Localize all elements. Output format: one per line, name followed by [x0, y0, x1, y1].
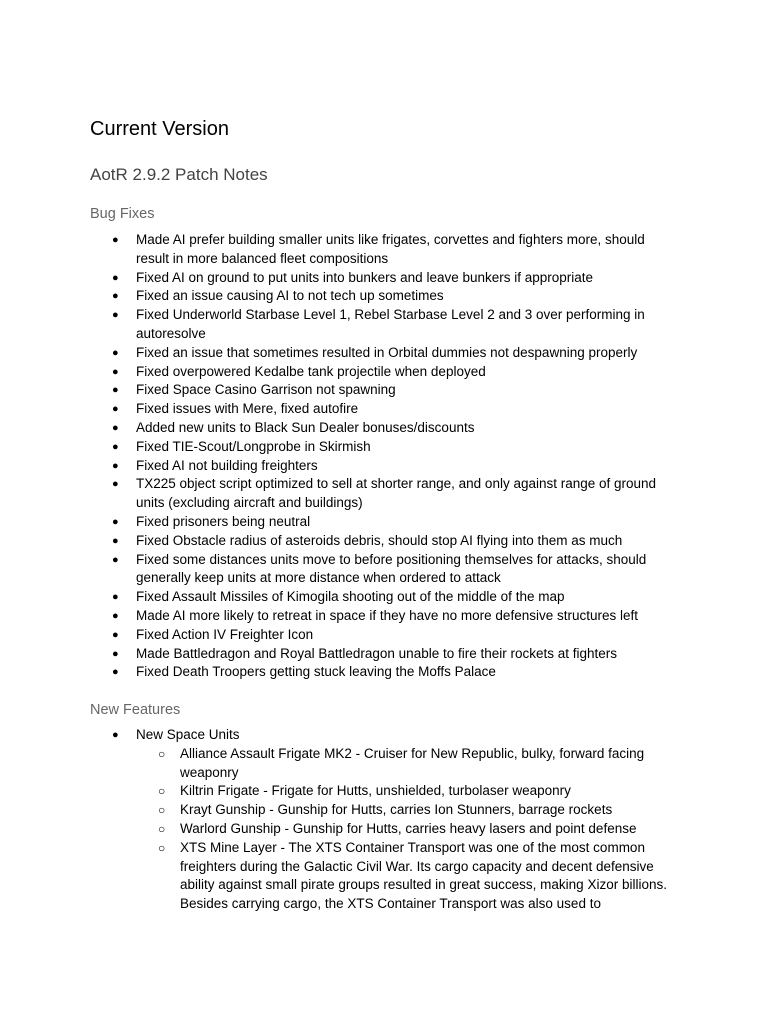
- list-item: [90, 381, 680, 400]
- list-item-text: Made AI more likely to retreat in space if they have no more defensive structures left: [136, 607, 638, 623]
- sub-bullet-icon: ○: [158, 746, 166, 761]
- bullet-icon: ●: [112, 534, 119, 547]
- sub-bullet-icon: ○: [158, 821, 166, 836]
- list-item-text: Fixed AI not building freighters: [136, 457, 318, 473]
- list-item: [90, 457, 680, 476]
- list-item-text: Fixed AI on ground to put units into bunkers and leave bunkers if appropriate: [136, 269, 594, 285]
- list-item-text: Fixed Space Casino Garrison not spawning: [136, 382, 396, 398]
- list-item: [90, 400, 680, 419]
- list-item-text: Fixed prisoners being neutral: [136, 513, 311, 529]
- sub-list-item: [136, 801, 676, 820]
- new-features-list: [90, 726, 680, 914]
- list-item-text: Fixed an issue causing AI to not tech up sometimes: [136, 288, 444, 304]
- sub-list-item-text: XTS Mine Layer - The XTS Container Transport was one of the most common freighters during the Galactic Civil War. Its cargo capacity and decent defensive ability against small pirate groups resulted in great success, making Xizor billions. Besides carrying cargo, the XTS Container Transport was also used to: [180, 839, 667, 912]
- bullet-icon: ●: [112, 647, 119, 660]
- sub-list-item: [136, 745, 676, 783]
- list-item: [90, 663, 680, 682]
- bullet-icon: ●: [112, 403, 119, 416]
- sub-list-item: [136, 820, 676, 839]
- list-item: [90, 645, 680, 664]
- sub-list-item-text: Krayt Gunship - Gunship for Hutts, carries Ion Stunners, barrage rockets: [180, 802, 613, 818]
- list-item-text: Fixed overpowered Kedalbe tank projectile when deployed: [136, 363, 486, 379]
- bug-fixes-list: [90, 231, 680, 682]
- list-item: [90, 726, 680, 914]
- list-item: [90, 588, 680, 607]
- list-item: [90, 607, 680, 626]
- list-item: [90, 438, 680, 457]
- list-item: [90, 551, 680, 589]
- sub-list-item-text: Warlord Gunship - Gunship for Hutts, carries heavy lasers and point defense: [180, 820, 637, 836]
- list-item: [90, 475, 680, 513]
- bullet-icon: ●: [112, 729, 119, 741]
- bullet-icon: ●: [112, 421, 119, 434]
- list-item-text: Fixed some distances units move to before positioning themselves for attacks, should generally keep units at more distance when ordered to attack: [136, 551, 647, 586]
- bug-fixes-heading: Bug Fixes: [90, 206, 155, 222]
- bullet-icon: ●: [112, 290, 119, 303]
- list-item-text: Fixed Assault Missiles of Kimogila shooting out of the middle of the map: [136, 589, 565, 605]
- sub-list-item-text: Alliance Assault Frigate MK2 - Cruiser for New Republic, bulky, forward facing weaponry: [180, 745, 645, 780]
- sub-list: [136, 745, 676, 914]
- bullet-icon: ●: [112, 459, 119, 472]
- list-item: [90, 287, 680, 306]
- list-item-text: Made AI prefer building smaller units like frigates, corvettes and fighters more, should result in more balanced fleet compositions: [136, 232, 645, 266]
- bullet-icon: ●: [112, 666, 119, 679]
- sub-bullet-icon: ○: [158, 840, 166, 855]
- bullet-icon: ●: [112, 628, 119, 641]
- list-item: [90, 419, 680, 438]
- bullet-icon: ●: [112, 271, 119, 284]
- list-item-text: Fixed Action IV Freighter Icon: [136, 626, 314, 642]
- list-item: [90, 306, 680, 344]
- list-item-text: Fixed Death Troopers getting stuck leaving the Moffs Palace: [136, 664, 496, 680]
- list-item-text: Added new units to Black Sun Dealer bonuses/discounts: [136, 419, 475, 435]
- sub-list-item: [136, 839, 676, 914]
- list-item-text: New Space Units: [136, 727, 240, 742]
- list-item: [90, 532, 680, 551]
- sub-list-item: [136, 782, 676, 801]
- list-item: [90, 513, 680, 532]
- list-item-text: Fixed TIE-Scout/Longprobe in Skirmish: [136, 438, 371, 454]
- list-item: [90, 231, 680, 269]
- bullet-icon: ●: [112, 384, 119, 397]
- list-item-text: TX225 object script optimized to sell at shorter range, and only against range of ground units (excluding aircraft and buildings): [136, 476, 657, 511]
- list-item: [90, 363, 680, 382]
- bullet-icon: ●: [112, 515, 119, 528]
- bullet-icon: ●: [112, 478, 119, 491]
- bullet-icon: ●: [112, 309, 119, 322]
- list-item-text: Fixed issues with Mere, fixed autofire: [136, 401, 359, 417]
- page-title: Current Version: [90, 118, 229, 140]
- list-item: [90, 626, 680, 645]
- page-subtitle: AotR 2.9.2 Patch Notes: [90, 165, 268, 184]
- list-item: [90, 344, 680, 363]
- new-features-heading: New Features: [90, 702, 181, 718]
- list-item-text: Fixed Underworld Starbase Level 1, Rebel Starbase Level 2 and 3 over performing in autoresolve: [136, 307, 645, 341]
- sub-list-item-text: Kiltrin Frigate - Frigate for Hutts, unshielded, turbolaser weaponry: [180, 783, 571, 799]
- bullet-icon: ●: [112, 591, 119, 604]
- bullet-icon: ●: [112, 234, 119, 246]
- bullet-icon: ●: [112, 553, 119, 566]
- bullet-icon: ●: [112, 365, 119, 378]
- list-item-text: Made Battledragon and Royal Battledragon unable to fire their rockets at fighters: [136, 645, 618, 661]
- bullet-icon: ●: [112, 440, 119, 453]
- bullet-icon: ●: [112, 609, 119, 622]
- bullet-icon: ●: [112, 346, 119, 359]
- list-item-text: Fixed an issue that sometimes resulted in Orbital dummies not despawning properly: [136, 344, 638, 360]
- sub-bullet-icon: ○: [158, 784, 166, 799]
- list-item-text: Fixed Obstacle radius of asteroids debris, should stop AI flying into them as much: [136, 532, 623, 548]
- sub-bullet-icon: ○: [158, 803, 166, 818]
- list-item: [90, 269, 680, 288]
